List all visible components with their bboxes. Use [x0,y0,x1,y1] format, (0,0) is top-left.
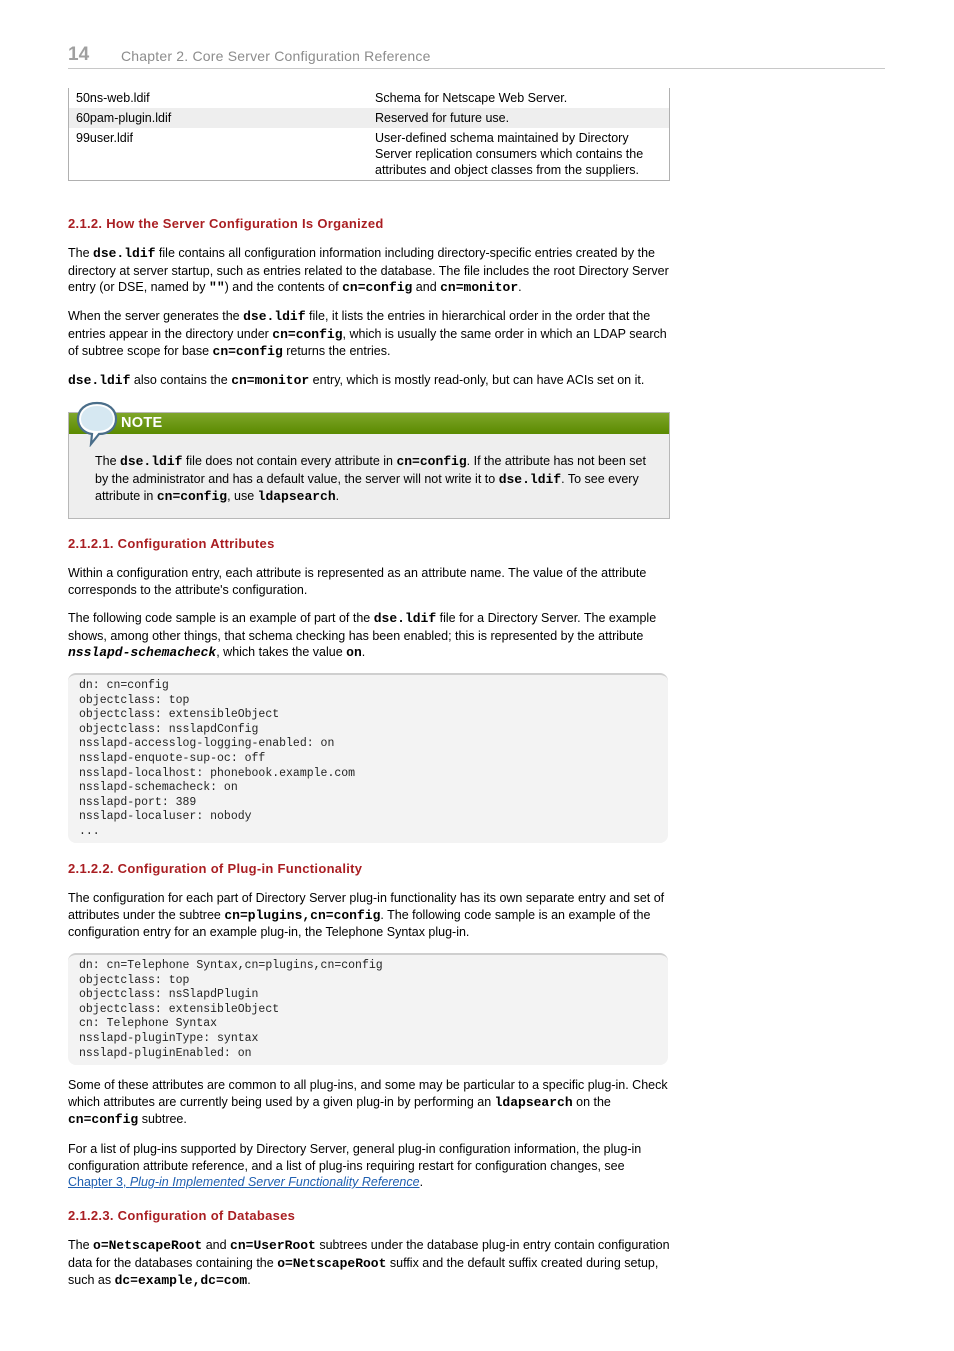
paragraph: The configuration for each part of Directory Server plug-in functionality has its own separate entry and set of attributes under the subtree cn=plugins,cn=config. The following code sample is an example of the configuration entry for an example plug-in, the Telephone Syntax plug-in. [68,891,665,939]
section-heading: 2.1.2. How the Server Configuration Is Organized [68,216,384,231]
code-block: dn: cn=Telephone Syntax,cn=plugins,cn=config objectclass: top objectclass: nsSlapdPlugin objectclass: extensibleObject cn: Telephone Syntax nsslapd-pluginType: syntax nsslapd-pluginEnabled: on [68,953,668,1065]
table-cell-file: 60pam-plugin.ldif [76,111,172,125]
header-rule [68,68,885,69]
section-heading: 2.1.2.2. Configuration of Plug-in Functionality [68,861,363,876]
note-title: NOTE [121,415,163,431]
speech-bubble-icon [75,401,119,447]
paragraph: The dse.ldif file contains all configuration information including directory-specific entries created by the directory at server startup, such as entries related to the database. The file includes the root Directory Server entry (or DSE, named by "") and the contents of cn=config and cn=monitor. [68,246,669,295]
section-heading: 2.1.2.1. Configuration Attributes [68,536,275,551]
table-row [69,108,669,128]
paragraph: dse.ldif also contains the cn=monitor entry, which is mostly read-only, but can have ACIs set on it. [68,373,645,388]
code-block: dn: cn=config objectclass: top objectclass: extensibleObject objectclass: nsslapdConfig nsslapd-accesslog-logging-enabled: on nsslapd-enquote-sup-oc: off nsslapd-localhost: phonebook.example.com nsslapd-schemacheck: on nsslapd-port: 389 nsslapd-localuser: nobody ... [68,673,668,843]
schema-files-table [68,88,670,181]
table-cell-description: User-defined schema maintained by Directory Server replication consumers which contains the attributes and object classes from the suppliers. [375,131,644,177]
paragraph: Within a configuration entry, each attribute is represented as an attribute name. The value of the attribute corresponds to the attribute's configuration. [68,566,647,597]
table-cell-file: 99user.ldif [76,131,133,145]
section-heading: 2.1.2.3. Configuration of Databases [68,1208,296,1223]
paragraph: For a list of plug-ins supported by Directory Server, general plug-in configuration information, the plug-in configuration attribute reference, and a list of plug-ins requiring restart for configuration changes, see Chapter 3, Plug-in Implemented Server Functionality Reference. [68,1142,642,1189]
paragraph: The o=NetscapeRoot and cn=UserRoot subtrees under the database plug-in entry contain configuration data for the databases containing the o=NetscapeRoot suffix and the default suffix created during setup, such as dc=example,dc=com. [68,1238,670,1288]
chapter-3-link[interactable]: Chapter 3, Plug-in Implemented Server Functionality Reference [68,1175,420,1189]
paragraph: When the server generates the dse.ldif file, it lists the entries in hierarchical order in the order that the entries appear in the directory under cn=config, which is usually the same order in which an LDAP search of subtree scope for base cn=config returns the entries. [68,309,667,359]
table-cell-file: 50ns-web.ldif [76,91,150,105]
page-number: 14 [68,44,90,65]
note-text: The dse.ldif file does not contain every attribute in cn=config. If the attribute has not been set by the administrator and has a default value, the server will not write it to dse.ldif. To see every attribute in cn=config, use ldapsearch. [95,454,646,504]
table-cell-description: Reserved for future use. [375,111,510,125]
table-row [69,128,669,180]
paragraph: Some of these attributes are common to all plug-ins, and some may be particular to a specific plug-in. Check which attributes are currently being used by a given plug-in by performing an ldapsearch on the cn=config subtree. [68,1078,668,1127]
table-cell-description: Schema for Netscape Web Server. [375,91,568,105]
paragraph: The following code sample is an example of part of the dse.ldif file for a Directory Server. The example shows, among other things, that schema checking has been enabled; this is represented by the attribute nsslapd-schemacheck, which takes the value on. [68,611,657,660]
note-box [68,412,670,519]
chapter-title: Chapter 2. Core Server Configuration Reference [121,48,431,64]
table-row [69,88,669,108]
